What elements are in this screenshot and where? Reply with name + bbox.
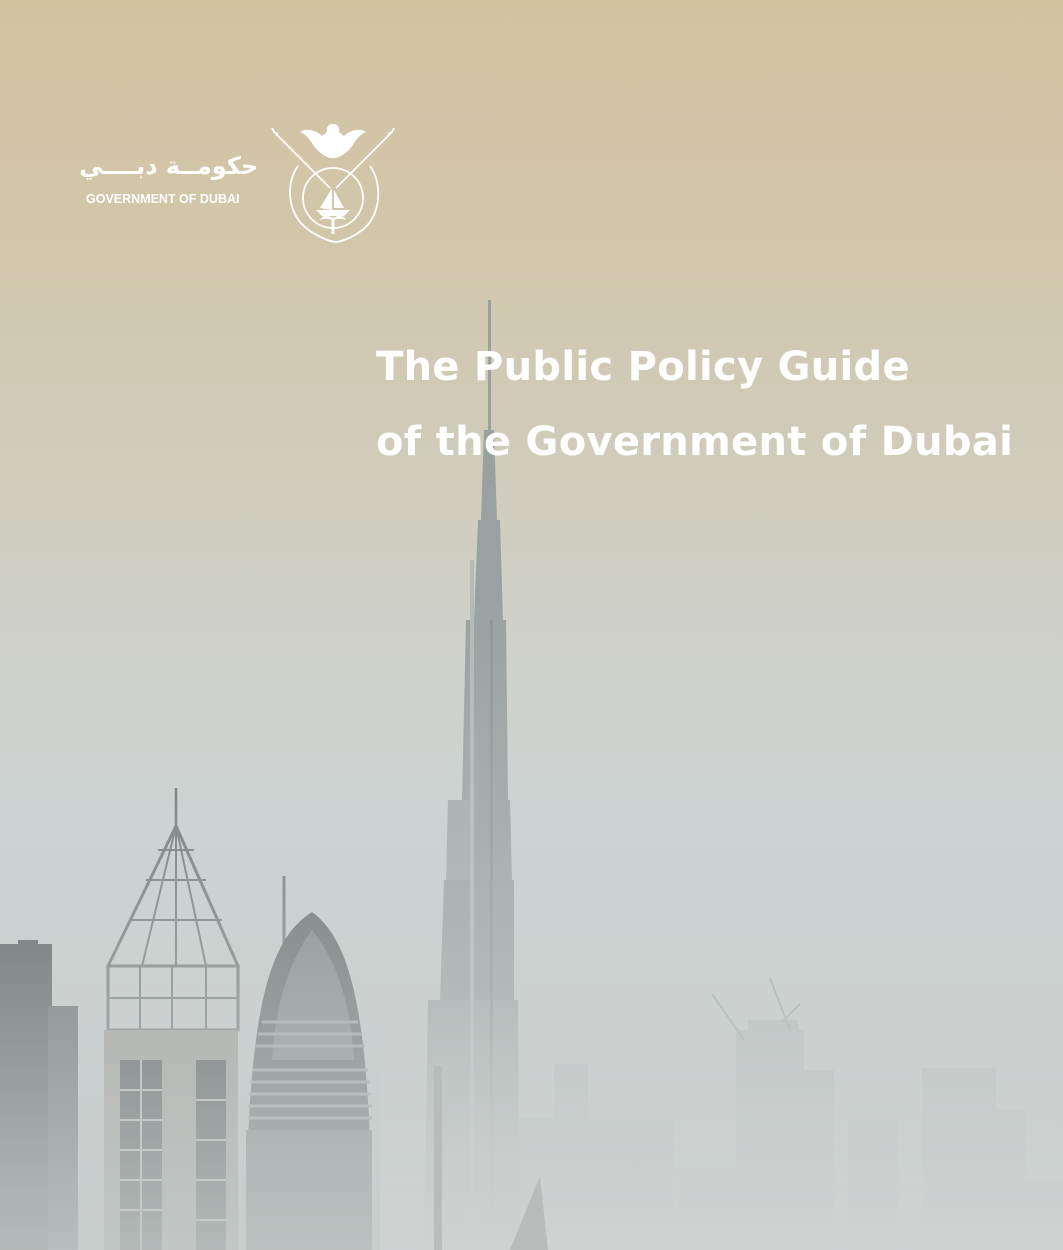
title-line-2: of the Government of Dubai	[376, 419, 1014, 465]
falcon-dhow-emblem-icon	[270, 118, 396, 244]
government-logo	[79, 118, 404, 244]
title-line-1: The Public Policy Guide	[376, 344, 910, 390]
document-title	[376, 330, 1036, 480]
logo-english-name: GOVERNMENT OF DUBAI	[86, 192, 240, 206]
logo-arabic-name: حكومــة دبــــي	[79, 152, 258, 180]
